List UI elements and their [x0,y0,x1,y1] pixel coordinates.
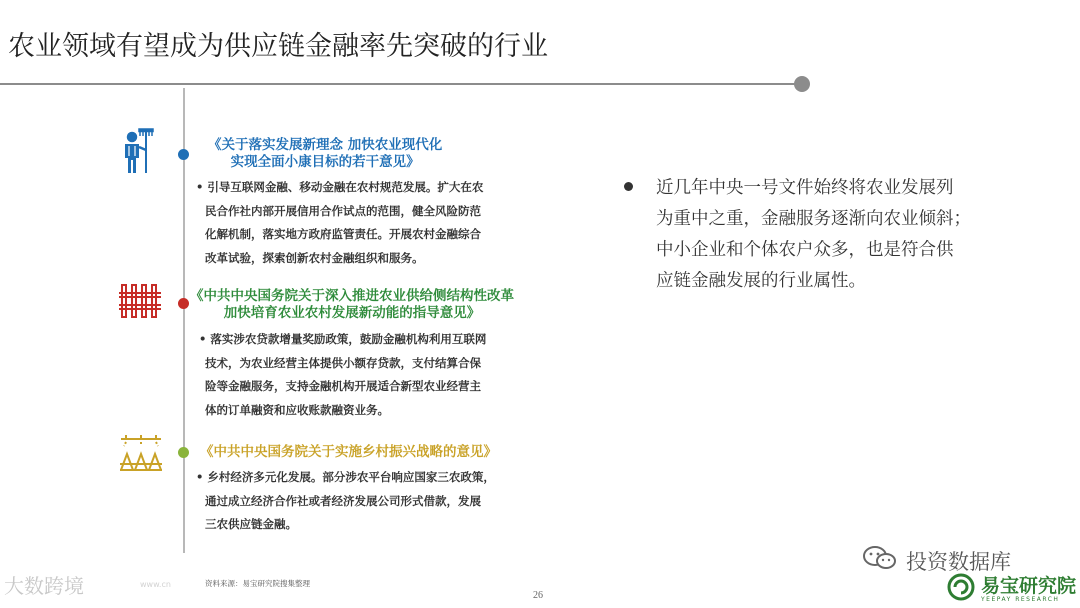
farmer-with-rake-icon [120,127,154,175]
irrigation-sprinkler-icon [118,432,164,474]
divider-end-dot [794,76,810,92]
right-bullet-dot [624,182,633,191]
brand-name-en: YEEPAY RESEARCH [981,595,1060,603]
watermark-left: 大数跨境 [4,574,84,598]
page-title: 农业领域有望成为供应链金融率先突破的行业 [8,31,548,62]
brand-logo [947,573,1076,605]
timeline-dot [178,298,189,309]
section-heading: 《关于落实发展新理念 加快农业现代化 实现全面小康目标的若干意见》 [208,137,443,170]
timeline-dot [178,149,189,160]
section-body: • 引导互联网金融、移动金融在农村规范发展。扩大在农 民合作社内部开展信用合作试点的范围，健全风险防范 化解机制，落实地方政府监管责任。开展农村金融综合 改革试验，探索创新农村金融组织和服务。 [196,180,484,265]
section-body: • 落实涉农贷款增量奖励政策，鼓励金融机构利用互联网 技术，为农业经营主体提供小额存贷款，支付结算合保 险等金融服务，支持金融机构开展适合新型农业经营主 体的订单融资和应收账款融资业务。 [199,332,487,417]
brand-mark-icon [947,573,975,605]
timeline-dot [178,447,189,458]
section-heading: 《中共中央国务院关于实施乡村振兴战略的意见》 [200,444,497,460]
section-body: • 乡村经济多元化发展。部分涉农平台响应国家三农政策， 通过成立经济合作社或者经济发展公司形式借款，发展 三农供应链金融。 [196,470,495,531]
section-heading: 《中共中央国务院关于深入推进农业供给侧结构性改革 加快培育农业农村发展新动能的指导意见》 [190,288,514,321]
right-key-point: 近几年中央一号文件始终将农业发展列 为重中之重，金融服务逐渐向农业倾斜； 中小企业和个体农户众多，也是符合供 应链金融发展的行业属性。 [656,178,971,291]
source-note: 资料来源：易宝研究院搜集整理 [205,579,310,588]
fence-icon [118,283,162,319]
title-divider [0,83,800,85]
brand-name: 易宝研究院 [981,574,1077,597]
page-number: 26 [533,590,543,601]
wechat-watermark: 投资数据库 [862,545,1011,576]
wechat-icon [862,545,898,576]
watermark-left-url: www.cn [140,580,171,589]
